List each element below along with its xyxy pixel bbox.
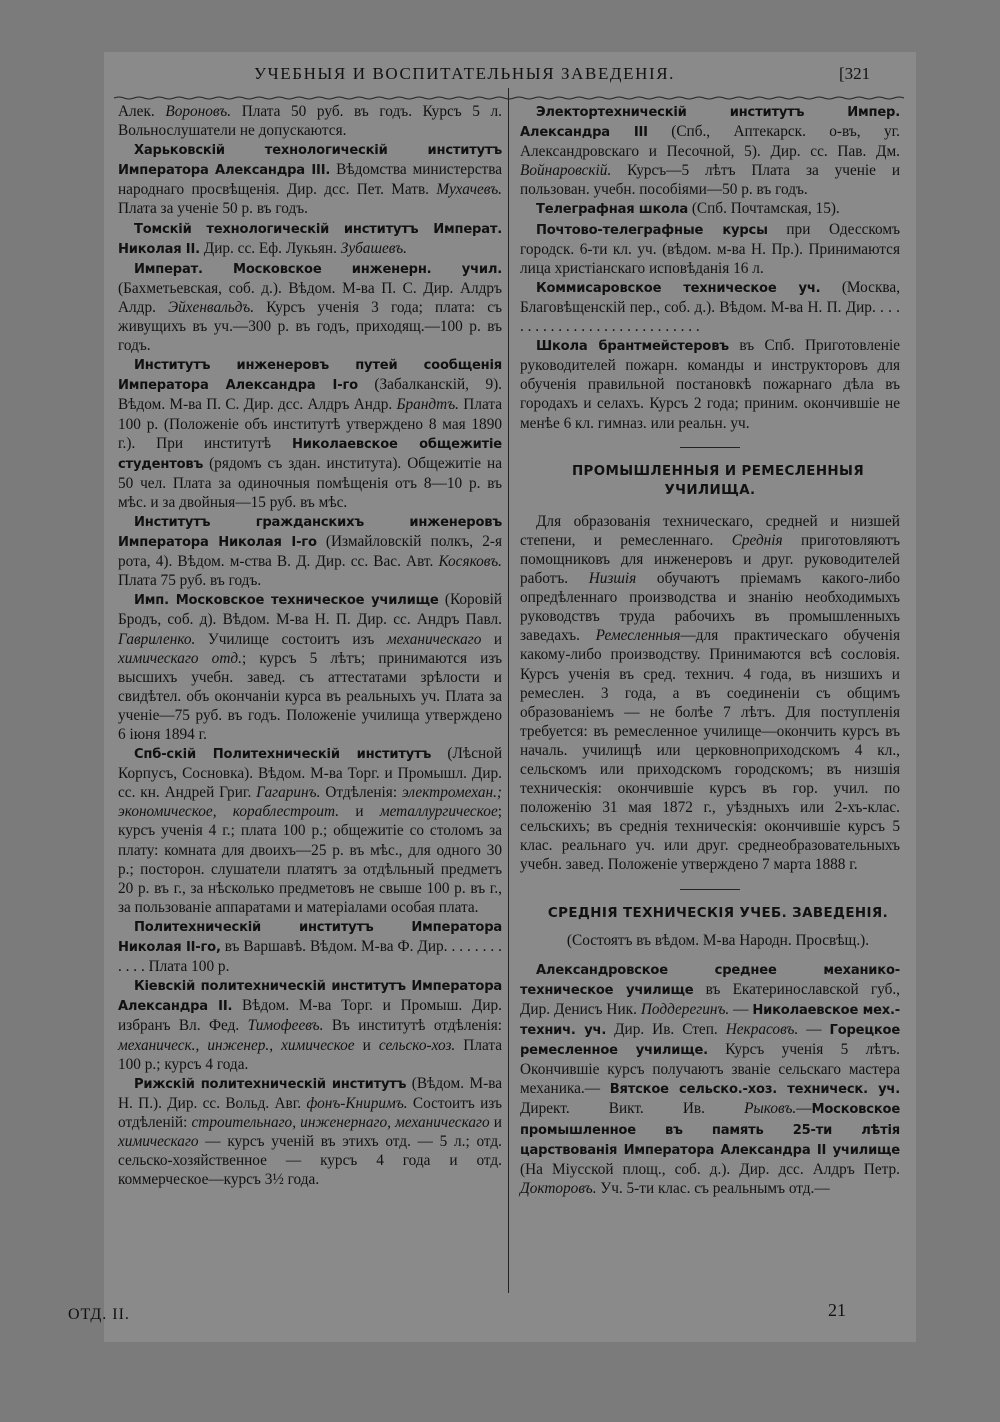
person-name: Рыковъ. [744, 1100, 797, 1118]
institution-name: Харьковскій технологическій институтъ Императора Александра III. [118, 143, 502, 179]
text: (Спб. Почтамская, 15). [691, 200, 840, 218]
section-heading-secondary-technical: СРЕДНІЯ ТЕХНИЧЕСКІЯ УЧЕБ. ЗАВЕДЕНІЯ. [547, 905, 889, 921]
institution-name: Коммисаровское техническое уч. [536, 280, 821, 296]
running-header [104, 62, 916, 92]
institution-name: Спб-скій Политехническій институтъ [134, 747, 432, 763]
text: приготовляютъ помощниковъ для инженеровъ и друг. руководителей работъ. [520, 531, 900, 588]
institution-name: Александровское среднее механико-техническое училище [520, 962, 900, 998]
institution-name: Почтово-телеграфные курсы [536, 222, 768, 238]
person-name: Некрасовъ. [725, 1021, 799, 1039]
term: Среднія [731, 531, 783, 549]
person-name: Вороновъ. [165, 103, 232, 120]
text: въ Екатеринославской губ., Дир. Денисъ Ник. [520, 980, 901, 1018]
text: Плата 100 р.; курсъ 4 года. [118, 1036, 503, 1073]
text: (Вѣдом. М-ва Н. П.). Дир. сс. Вольд. Авг. [118, 1074, 503, 1112]
text: и [362, 1036, 371, 1054]
text: (Спб., Аптекарск. о-въ, уг. Александровскаго и Песочной, 5). Дир. сс. Пав. Дм. [520, 123, 900, 161]
entry-kiev-polytechnic [118, 976, 502, 1073]
text: Курсъ ученія 3 года; плата: съ живущихъ въ уч.—300 р. въ годъ, приходящ.—100 р. въ годъ. [118, 298, 503, 355]
entry-postal-telegraph-courses [520, 220, 900, 278]
text: ; курсъ 5 лѣтъ; принимаются изъ высшихъ учебн. завед. съ аттестатами зрѣлости и свидѣтел. объ окончаніи курса въ реальныхъ уч. Плата за ученіе—75 руб. въ годъ. Положеніе училища утверждено 6 іюня 1894 г. [118, 649, 502, 743]
text: Для образованія техническаго, средней и низшей степени, и ремесленнаго. [520, 512, 900, 549]
institution-name: Рижскій политехническій институтъ [134, 1076, 407, 1092]
department-name: строительнаго, инженернаго, механическаго [191, 1113, 490, 1131]
entry-electrotechnical [520, 102, 900, 199]
text: Плата 50 руб. въ годъ. Курсъ 5 л. Вольнослушатели не допускаются. [118, 103, 502, 140]
industrial-description [520, 512, 900, 875]
institution-name: Императ. Московское инженерн. учил. [134, 261, 502, 277]
institution-name: Николаевское мех.-технич. уч. [520, 1002, 901, 1039]
text: и [493, 1113, 502, 1131]
text: въ Варшавѣ. Вѣдом. М-ва Ф. Дир. . . . . . . . . . . . Плата 100 р. [118, 938, 502, 976]
entry-warsaw-polytechnic [118, 917, 502, 976]
department-name: электромехан.; экономическое, кораблестроит. [118, 784, 503, 821]
text: (Измайловскій полкъ, 2-я рота, 4). Вѣдом. м-ства В. Д. Дир. сс. Вас. Авт. [118, 533, 502, 571]
person-name: фонъ-Книримъ. [306, 1094, 408, 1112]
text: (Москва, Благовѣщенскій пер., соб. д.). Вѣдом. М-ва Н. П. Дир. . . . . . . . . . . . . . . . . . . . . . . . . . . . [520, 278, 901, 336]
person-name: Мухачевъ. [436, 181, 502, 199]
header-title: УЧЕБНЫЯ И ВОСПИТАТЕЛЬНЫЯ ЗАВЕДЕНІЯ. [254, 64, 676, 83]
institution-name: Горецкое ремесленное училище. [520, 1023, 901, 1059]
entry-telegraph-school [520, 199, 900, 219]
institution-name: Телеграфная школа [536, 202, 688, 218]
text: Уч. 5-ти клас. съ реальнымъ отд.— [600, 1179, 830, 1197]
institution-name: Томскій технологическій институтъ Императ. Николая II. [118, 221, 502, 257]
department-name: химическаго отд. [118, 649, 242, 667]
text: (рядомъ съ здан. института). Общежитіе на 50 чел. Плата за одиночныя помѣщенія отъ 8—10 р. въ мѣс. и за двойныя—15 руб. въ мѣс. [118, 454, 503, 511]
entry-tomsk [118, 219, 502, 259]
section-heading-industrial: ПРОМЫШЛЕННЫЯ И РЕМЕСЛЕННЫЯ УЧИЛИЩА. [571, 463, 865, 498]
left-column [118, 102, 502, 1189]
text: (На Міусской площ., соб. д.). Дир. дсс. Алдръ Петр. [520, 1160, 900, 1178]
text: Плата 75 руб. въ годъ. [118, 572, 262, 590]
entry-railway-engineers [118, 355, 502, 512]
institution-name: Институтъ инженеровъ путей сообщенія Императора Александра I-го [118, 358, 502, 394]
header-wavy-rule [114, 96, 909, 100]
text: Отдѣленія: [325, 784, 398, 802]
entry-fire-school [520, 336, 900, 432]
institution-name: Имп. Московское техническое училище [134, 593, 439, 609]
text: Дир. сс. Еф. Лукьян. [203, 239, 337, 257]
section-note: (Состоятъ въ вѣдом. М-ва Народн. Просвѣщ.). [566, 931, 870, 949]
person-name: Брандтъ. [396, 396, 459, 414]
person-name: Тимофеевъ. [247, 1017, 324, 1035]
institution-name: Вятское сельско.-хоз. техническ. уч. [609, 1082, 900, 1098]
column-divider [508, 88, 509, 1293]
text: Курсъ—5 лѣтъ Плата за ученіе и пользован. учебн. пособіями—50 р. въ годъ. [520, 162, 901, 199]
right-column [520, 102, 900, 1198]
text: Курсъ ученія 5 лѣтъ. Окончившіе курсъ получаютъ званіе сельскаго мастера механика.— [520, 1041, 900, 1098]
text: Плата за ученіе 50 р. въ годъ. [118, 200, 309, 218]
text: (Забалканскій, 9). Вѣдом. М-ва П. С. Дир. дсс. Алдръ Андр. [118, 376, 503, 414]
text: въ Спб. Приготовленіе руководителей пожарн. команды и инструкторовъ для обученія правильной постановкѣ пожарнаго дѣла въ городахъ и селахъ. Курсъ 2 года; приним. окончившіе не менѣе 6 кл. гимназ. или реальн. уч. [520, 337, 900, 432]
department-name: механическ., инженер., химическое [118, 1036, 355, 1054]
text: (Бахметьевская, соб. д.). Вѣдом. М-ва П. С. Дир. Алдръ Алдр. [118, 279, 502, 316]
person-name: Докторовъ. [520, 1179, 597, 1197]
text: — [733, 1000, 749, 1018]
header-page-number: [321 [839, 64, 871, 83]
text: (Коровій Бродъ, соб. д). Вѣдом. М-ва Н. П. Дир. сс. Андръ Павл. [118, 591, 503, 629]
text: Состоитъ изъ отдѣленій: [118, 1094, 502, 1131]
department-name: сельско-хоз. [378, 1036, 456, 1054]
person-name: Косяковъ. [438, 553, 503, 571]
text: Вѣдомства министерства народнаго просвѣщенія. Дир. дсс. Пет. Матв. [118, 161, 503, 199]
department-name: металлургическое [379, 803, 498, 821]
entry-alexandrovskoe-school [520, 960, 900, 1198]
footer-number: 21 [828, 1300, 846, 1320]
entry-riga-polytechnic [118, 1074, 502, 1190]
department-name: химическаго [118, 1132, 199, 1150]
entry-alek [118, 102, 502, 140]
institution-name: Николаевское общежитіе студентовъ [118, 436, 502, 472]
entry-spb-polytechnic [118, 744, 502, 917]
person-name: Гавриленко. [118, 630, 196, 648]
text: Вѣдом. М-ва Торг. и Промыш. Дир. избранъ Вл. Фед. [118, 997, 502, 1035]
institution-name: Политехническій институтъ Императора Николая II-го, [118, 919, 502, 956]
text: Училище состоитъ изъ [207, 630, 375, 648]
institution-name: Московское промышленное въ память 25-ти лѣтія царствованія Императора Александра II училище [520, 1102, 900, 1158]
person-name: Зубашевъ. [340, 239, 407, 257]
text: — [806, 1021, 822, 1039]
text: Директ. Викт. Ив. [520, 1100, 705, 1118]
institution-name: Электортехническій институтъ Импер. Александра III [520, 105, 900, 141]
person-name: Войнаровскій. [520, 162, 612, 180]
section-rule [680, 889, 740, 890]
entry-moscow-engineering [118, 259, 502, 355]
page [104, 52, 916, 1342]
text: Плата 100 р. (Положеніе объ институтѣ утверждено 8 мая 1890 г.). При институтѣ [118, 396, 503, 452]
text: Дир. Ив. Степ. [614, 1021, 718, 1039]
institution-name: Кіевскій политехническій институтъ Императора Александра II. [118, 979, 502, 1015]
institution-name: Школа брантмейстеровъ [536, 339, 729, 355]
text: ; курсъ ученія 4 г.; плата 100 р.; общежитіе со столомъ за плату: комната для двоихъ—25 р. въ мѣс., для одного 30 р.; посторон. слушатели платятъ за отдѣльный предметъ 20 р. въ г., за нѣсколько предметовъ не свыше 100 р. въ г., за пользованіе аппаратами и матеріалами особая плата. [118, 803, 502, 916]
text: (Лѣсной Корпусъ, Сосновка). Вѣдом. М-ва Торг. и Промышл. Дир. сс. кн. Андрей Григ. [118, 745, 503, 802]
section-rule [680, 447, 740, 448]
person-name: Эйхенвальдъ. [168, 298, 255, 316]
term: Ремесленныя [595, 627, 681, 645]
text: обучаютъ пріемамъ какого-либо опредѣленнаго производства и знанію необходимыхъ руководствъ труда рабочихъ въ промышленныхъ заведахъ. [520, 570, 900, 645]
text: —для практическаго обученія какому-либо производству. Принимаются всѣ сословія. Курсъ ученія въ сред. технич. 4 года, въ низшихъ и ремеслен. 3 года, а въ соединеніи съ общимъ образованіемъ — не болѣе 7 лѣтъ. Для поступленія требуется: въ ремесленное училище—окончить курсъ въ началь. училищѣ или церковноприходскомъ 4 кл., сельскомъ или приходскомъ городскомъ; въ низшія техническія: окончившіе курсъ въ гор. учил. по положенію 31 мая 1872 г., уѣздныхъ или 2-хъ-клас. сельскихъ; въ среднія техническія: окончившіе курсъ 5 клас. реальнаго уч. или друг. среднеобразовательныхъ учебн. завед. Положеніе утверждено 7 марта 1888 г. [520, 627, 901, 874]
entry-civil-engineers [118, 512, 502, 590]
entry-komissarov-school [520, 278, 900, 336]
text: — [796, 1100, 812, 1118]
entry-moscow-technical [118, 590, 502, 744]
text: и [355, 803, 364, 821]
entry-kharkov [118, 140, 502, 218]
footer-section: ОТД. II. [68, 1306, 130, 1323]
text: — курсъ ученій въ этихъ отд. — 5 л.; отд. сельско-хозяйственное — курсъ 4 года и отд. коммерческое—курсъ 3½ года. [118, 1132, 502, 1189]
department-name: механическаго [386, 630, 482, 648]
term: Низшія [588, 570, 637, 588]
text: и [493, 630, 503, 648]
text: при Одесскомъ городск. 6-ти кл. уч. (вѣдом. м-ва Н. Пр.). Принимаются лица христіанскаго исповѣданія 16 л. [520, 220, 900, 277]
person-name: Поддерегинъ. [640, 1000, 730, 1018]
text: Въ институтѣ отдѣленія: [331, 1017, 502, 1035]
institution-name: Институтъ гражданскихъ инженеровъ Императора Николая I-го [118, 514, 502, 551]
text: Алек. [118, 103, 155, 120]
person-name: Гагаринъ. [256, 784, 321, 802]
